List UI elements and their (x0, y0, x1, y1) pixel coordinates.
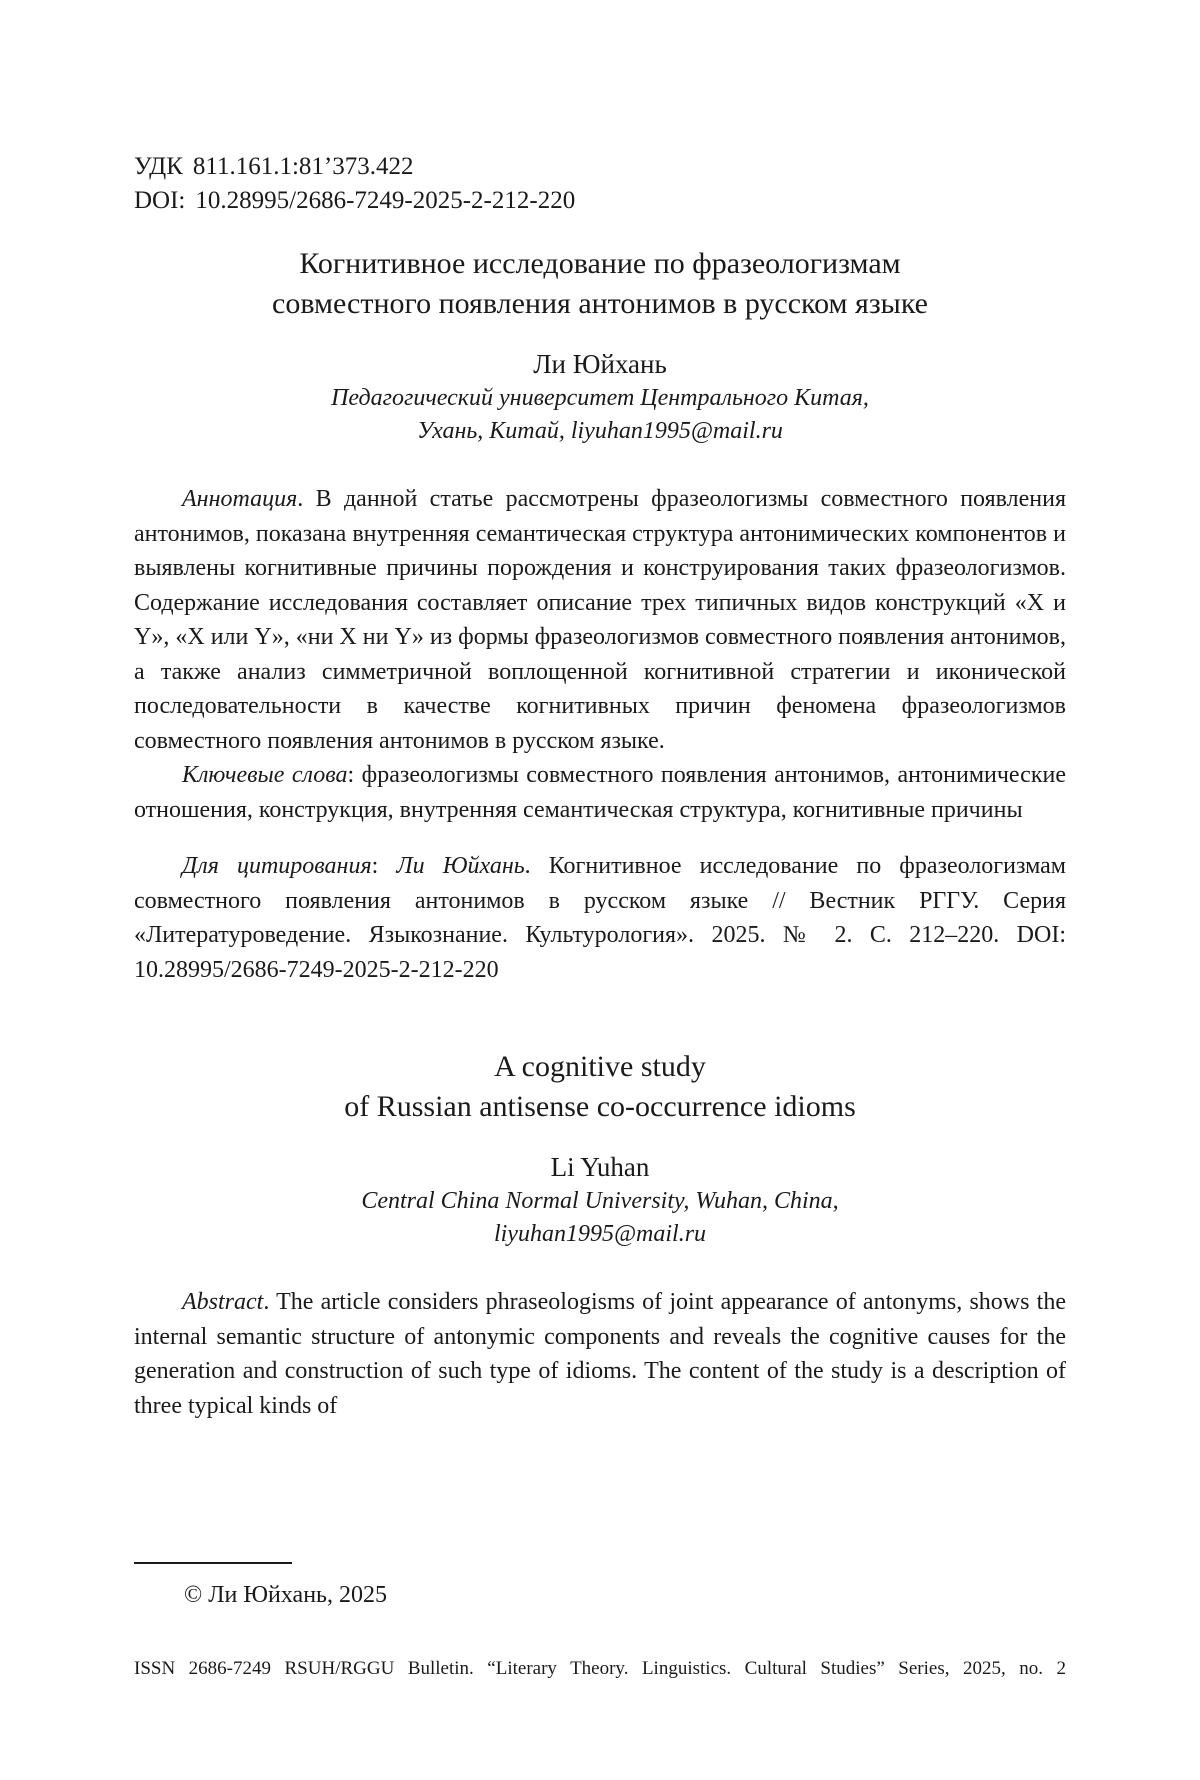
ru-title-line-1: Когнитивное исследование по фразеологизмам (299, 247, 901, 280)
en-title (134, 1047, 1066, 1127)
ru-citation-label: Для цитирования (182, 853, 372, 879)
en-affiliation-line-1: Central China Normal University, Wuhan, China, (361, 1188, 839, 1214)
ru-abstract-label: Аннотация (182, 486, 298, 512)
ru-title (134, 244, 1066, 324)
ru-keywords-text: : фразеологизмы совместного появления антонимов, антонимические отношения, конструкция, внутренняя семантическая структура, когнитивные причины (134, 762, 1066, 823)
ru-citation-text: . Когнитивное исследование по фразеологизмам совместного появления антонимов в русском языке // Вестник РГГУ. Серия «Литературоведение. Языкознание. Культурология». 2025. № 2. С. 212–220. DOI: 10.28995/2686-7249-2025-2-212-220 (134, 853, 1066, 983)
ru-affiliation-line-2: Ухань, Китай, liyuhan1995@mail.ru (417, 418, 783, 444)
ru-affiliation (134, 382, 1066, 448)
udk-label: УДК (134, 153, 183, 180)
ru-citation-colon: : (371, 853, 397, 879)
ru-citation-author: Ли Юйхань (396, 853, 525, 879)
article-page (134, 150, 1066, 1423)
ru-author: Ли Юйхань (533, 349, 667, 379)
ru-abstract (134, 482, 1066, 758)
ru-keywords-label: Ключевые слова (182, 762, 348, 788)
en-abstract-text: . The article considers phraseologisms of joint appearance of antonyms, shows the internal semantic structure of antonymic components and reveals the cognitive causes for the generation and construction of such type of idioms. The content of the study is a description of three typical kinds of (134, 1289, 1066, 1419)
en-affiliation-line-2: liyuhan1995@mail.ru (493, 1221, 707, 1247)
ru-title-line-2: совместного появления антонимов в русском языке (272, 287, 928, 320)
en-title-line-2: of Russian antisense co-occurrence idioms (344, 1090, 856, 1123)
doi-line (134, 184, 1066, 218)
udk-line (134, 150, 1066, 184)
ru-abstract-text: . В данной статье рассмотрены фразеологизмы совместного появления антонимов, показана внутренняя семантическая структура антонимических компонентов и выявлены когнитивные причины порождения и конструирования таких фразеологизмов. Содержание исследования составляет описание трех типичных видов конструкций «X и Y», «X или Y», «ни X ни Y» из формы фразеологизмов совместного появления антонимов, а также анализ симметричной воплощенной когнитивной стратегии и иконической последовательности в качестве когнитивных причин феномена фразеологизмов совместного появления антонимов в русском языке. (134, 486, 1066, 754)
en-abstract-label: Abstract (182, 1289, 264, 1315)
en-author: Li Yuhan (550, 1152, 650, 1182)
doi-value: 10.28995/2686-7249-2025-2-212-220 (195, 187, 576, 214)
udk-value: 811.161.1:81’373.422 (192, 153, 414, 180)
ru-citation (134, 849, 1066, 987)
en-title-line-1: A cognitive study (494, 1050, 706, 1083)
running-footer: ISSN 2686-7249 RSUH/RGGU Bulletin. “Literary Theory. Linguistics. Cultural Studies” Series, 2025, no. 2 (134, 1658, 1066, 1679)
ru-affiliation-line-1: Педагогический университет Центрального Китая, (331, 385, 869, 411)
ru-keywords (134, 758, 1066, 827)
en-affiliation (134, 1185, 1066, 1251)
footnote-divider (134, 1562, 292, 1564)
copyright-footnote: © Ли Юйхань, 2025 (184, 1582, 387, 1608)
doi-label: DOI: (134, 187, 186, 214)
en-abstract (134, 1285, 1066, 1423)
